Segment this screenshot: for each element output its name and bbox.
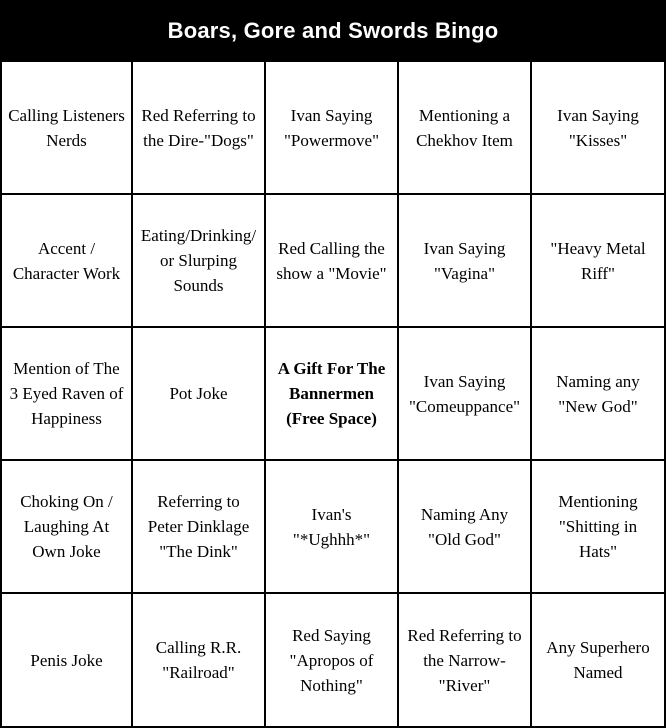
bingo-cell-label: Ivan Saying "Kisses" <box>557 105 639 150</box>
bingo-cell-r3c2[interactable] <box>133 328 266 461</box>
bingo-cell-label: Penis Joke <box>30 650 103 670</box>
bingo-cell-r4c3[interactable] <box>266 461 399 594</box>
bingo-cell-r2c5[interactable] <box>532 195 666 328</box>
bingo-cell-label: Red Saying "Apropos of Nothing" <box>289 625 374 695</box>
bingo-cell-r2c3[interactable] <box>266 195 399 328</box>
bingo-cell-label: Naming any "New God" <box>556 371 640 416</box>
bingo-cell-r3c5[interactable] <box>532 328 666 461</box>
bingo-cell-r1c5[interactable] <box>532 62 666 195</box>
bingo-cell-r4c5[interactable] <box>532 461 666 594</box>
bingo-free-space[interactable] <box>266 328 399 461</box>
bingo-cell-r5c2[interactable] <box>133 594 266 728</box>
bingo-cell-label: Calling R.R. "Railroad" <box>155 638 242 682</box>
bingo-cell-r5c5[interactable] <box>532 594 666 728</box>
bingo-cell-r3c1[interactable] <box>0 328 133 461</box>
bingo-cell-label: Ivan Saying "Powermove" <box>283 105 380 150</box>
bingo-cell-r1c4[interactable] <box>399 62 532 195</box>
bingo-cell-r1c2[interactable] <box>133 62 266 195</box>
bingo-cell-r2c1[interactable] <box>0 195 133 328</box>
bingo-cell-r1c3[interactable] <box>266 62 399 195</box>
bingo-cell-label: Choking On / Laughing At Own Joke <box>20 492 113 561</box>
bingo-cell-label: Ivan's "*Ughhh*" <box>292 504 371 549</box>
bingo-cell-label: Mentioning a Chekhov Item <box>416 105 513 150</box>
bingo-cell-r4c2[interactable] <box>133 461 266 594</box>
bingo-cell-label: Ivan Saying "Comeuppance" <box>408 371 521 416</box>
bingo-cell-label: "Heavy Metal Riff" <box>550 238 646 283</box>
bingo-cell-label: Pot Joke <box>169 384 228 403</box>
bingo-cell-r2c2[interactable] <box>133 195 266 328</box>
bingo-cell-r2c4[interactable] <box>399 195 532 328</box>
bingo-title: Boars, Gore and Swords Bingo <box>0 0 666 62</box>
bingo-cell-label: Mention of The 3 Eyed Raven of Happiness <box>9 359 124 428</box>
bingo-cell-label: A Gift For The Bannermen (Free Space) <box>277 359 386 428</box>
bingo-cell-label: Any Superhero Named <box>546 638 650 682</box>
bingo-cell-label: Referring to Peter Dinklage "The Dink" <box>147 492 250 561</box>
bingo-cell-label: Red Calling the show a "Movie" <box>276 238 387 283</box>
bingo-cell-label: Mentioning "Shitting in Hats" <box>558 492 638 561</box>
bingo-cell-r5c3[interactable] <box>266 594 399 728</box>
bingo-cell-label: Eating/Drinking/ or Slurping Sounds <box>140 226 257 295</box>
bingo-cell-label: Naming Any "Old God" <box>420 504 509 549</box>
bingo-cell-label: Ivan Saying "Vagina" <box>423 238 506 283</box>
bingo-cell-r4c1[interactable] <box>0 461 133 594</box>
bingo-cell-r5c1[interactable] <box>0 594 133 728</box>
bingo-cell-r4c4[interactable] <box>399 461 532 594</box>
bingo-cell-label: Accent / Character Work <box>12 238 121 283</box>
bingo-cell-r5c4[interactable] <box>399 594 532 728</box>
bingo-cell-r1c1[interactable] <box>0 62 133 195</box>
bingo-cell-label: Red Referring to the Dire-"Dogs" <box>141 105 256 150</box>
bingo-cell-label: Calling Listeners Nerds <box>8 105 125 150</box>
bingo-cell-r3c4[interactable] <box>399 328 532 461</box>
bingo-board <box>0 62 666 728</box>
bingo-cell-label: Red Referring to the Narrow- "River" <box>407 625 522 695</box>
